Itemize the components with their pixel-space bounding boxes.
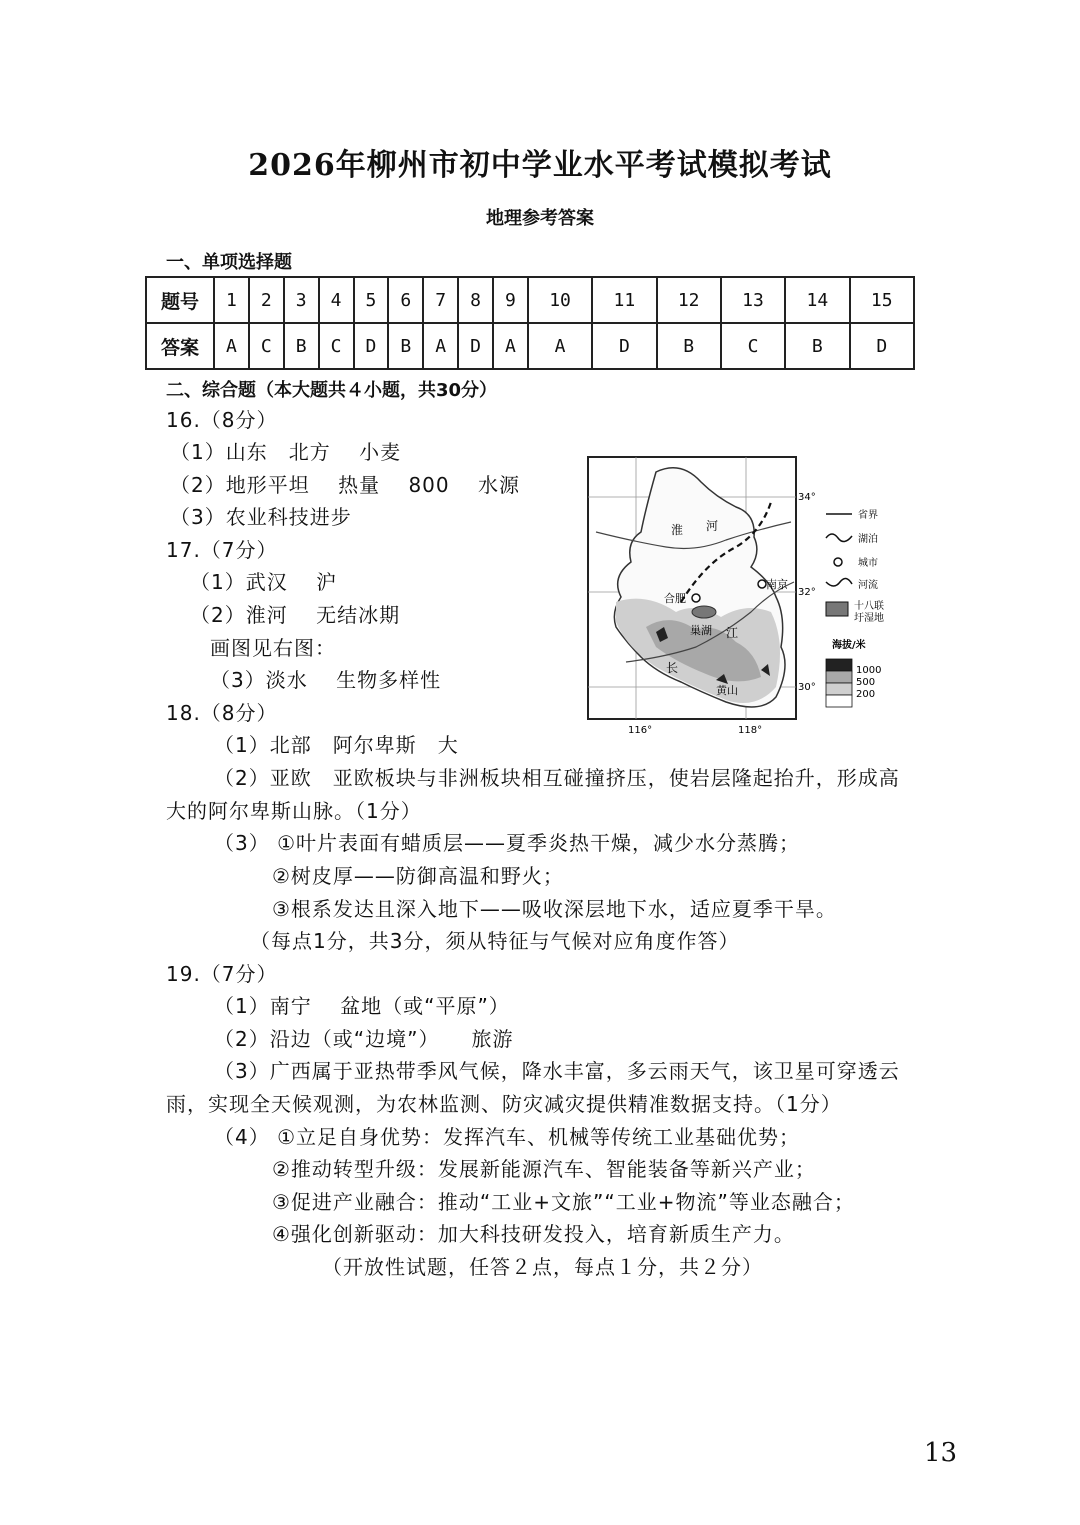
question-number: 9 (493, 277, 528, 323)
answer-cell: C (249, 323, 284, 369)
q19-line: ④强化创新驱动：加大科技研发投入，培育新质生产力。 (272, 1222, 795, 1246)
question-number: 2 (249, 277, 284, 323)
q16-line: （1）山东 北方 小麦 (170, 440, 402, 464)
q18-line: ②树皮厚——防御高温和野火； (272, 864, 564, 888)
legend-border-label: 省界 (858, 510, 878, 521)
q19-line: ③促进产业融合：推动“工业+文旅”“工业+物流”等业态融合； (272, 1190, 855, 1214)
row-label-question: 题号 (146, 277, 214, 323)
answer-cell: C (721, 323, 785, 369)
lon-label: 116° (628, 725, 653, 736)
section2-heading: 二、综合题（本大题共４小题，共30分） (166, 380, 498, 401)
answer-cell: A (493, 323, 528, 369)
map-label-hefei: 合肥 (664, 592, 686, 605)
q18-heading: 18.（8分） (166, 701, 278, 725)
legend-city-symbol (834, 558, 842, 566)
answer-cell: B (785, 323, 849, 369)
map-label-chaohu: 巢湖 (690, 624, 712, 637)
q16-line: （2）地形平坦 热量 800 水源 (170, 473, 520, 497)
question-number: 5 (354, 277, 389, 323)
q17-line: 画图见右图： (210, 636, 336, 660)
legend-elevation-title: 海拔/米 (832, 640, 866, 651)
lon-label: 118° (738, 725, 763, 736)
lat-label: 30° (798, 682, 816, 693)
legend-lake-symbol (826, 534, 852, 542)
q17-line: （2）淮河 无结冰期 (190, 603, 401, 627)
q18-line: （2）亚欧 亚欧板块与非洲板块相互碰撞挤压，使岩层隆起抬升，形成高 (214, 766, 900, 790)
page-title: 2026年柳州市初中学业水平考试模拟考试 (248, 148, 832, 183)
legend-river-symbol (826, 578, 852, 586)
q19-line: ②推动转型升级：发展新能源汽车、智能装备等新兴产业； (272, 1157, 816, 1181)
q19-line: （1）南宁 盆地（或“平原”） (214, 994, 510, 1018)
question-number: 10 (528, 277, 592, 323)
map-label-he: 河 (706, 519, 719, 533)
question-number: 11 (592, 277, 656, 323)
map-label-chang: 长 (666, 661, 679, 675)
question-number: 14 (785, 277, 849, 323)
q19-line: （4） ①立足自身优势：发挥汽车、机械等传统工业基础优势； (214, 1125, 801, 1149)
chaohu-lake (692, 606, 716, 618)
q19-heading: 19.（7分） (166, 962, 278, 986)
answer-cell: A (528, 323, 592, 369)
lat-label: 32° (798, 587, 816, 598)
answer-row (146, 323, 914, 369)
legend-wetland-label: 圩湿地 (854, 613, 884, 624)
section1-heading: 一、单项选择题 (166, 252, 292, 273)
question-number: 13 (721, 277, 785, 323)
question-number: 1 (214, 277, 249, 323)
q19-note: （开放性试题，任答２点，每点１分，共２分） (322, 1255, 763, 1279)
answer-cell: B (284, 323, 319, 369)
answer-cell: C (319, 323, 354, 369)
legend-elev-value: 200 (856, 689, 876, 700)
answer-cell: B (388, 323, 423, 369)
legend-river-label: 河流 (858, 580, 878, 591)
legend-elev-value: 500 (856, 677, 876, 688)
question-number: 7 (423, 277, 458, 323)
question-number: 12 (657, 277, 721, 323)
answer-cell: A (214, 323, 249, 369)
legend-elev-500-swatch (826, 671, 852, 683)
hefei-city-marker (692, 594, 700, 602)
q18-line: （3） ①叶片表面有蜡质层——夏季炎热干燥，减少水分蒸腾； (214, 831, 801, 855)
answer-cell: B (657, 323, 721, 369)
q18-line: 大的阿尔卑斯山脉。（1分） (166, 799, 422, 823)
legend-elev-low-swatch (826, 695, 852, 707)
question-number: 8 (458, 277, 493, 323)
map-label-huangshan: 黄山 (716, 684, 738, 697)
q16-line: （3）农业科技进步 (170, 505, 352, 529)
lat-label: 34° (798, 492, 816, 503)
q17-line: （3）淡水 生物多样性 (210, 668, 442, 692)
answer-cell: A (423, 323, 458, 369)
nanjing-city-marker (758, 580, 766, 588)
answer-cell: D (458, 323, 493, 369)
map-label-nanjing: 南京 (766, 578, 788, 591)
q17-heading: 17.（7分） (166, 538, 278, 562)
anhui-map-figure (586, 452, 906, 742)
q19-line: （2）沿边（或“边境”） 旅游 (214, 1027, 514, 1051)
question-number-row (146, 277, 914, 323)
legend-wetland-label: 十八联 (854, 601, 884, 612)
legend-lake-label: 湖泊 (858, 534, 878, 545)
question-number: 6 (388, 277, 423, 323)
question-number: 4 (319, 277, 354, 323)
legend-elev-1000-swatch (826, 659, 852, 671)
page-subtitle: 地理参考答案 (486, 208, 594, 229)
q18-note: （每点1分，共3分，须从特征与气候对应角度作答） (250, 929, 740, 953)
q19-line: 雨，实现全天候观测，为农林监测、防灾减灾提供精准数据支持。（1分） (166, 1092, 842, 1116)
question-number: 3 (284, 277, 319, 323)
map-label-jiang: 江 (726, 626, 739, 640)
question-number: 15 (850, 277, 914, 323)
legend-elev-value: 1000 (856, 665, 882, 676)
q18-line: ③根系发达且深入地下——吸收深层地下水，适应夏季干旱。 (272, 897, 837, 921)
map-label-huai: 淮 (671, 523, 684, 537)
answer-cell: D (850, 323, 914, 369)
legend-wetland-symbol (826, 602, 848, 616)
answer-cell: D (354, 323, 389, 369)
answer-cell: D (592, 323, 656, 369)
answer-table (145, 276, 915, 370)
page-number: 13 (924, 1438, 958, 1468)
q18-line: （1）北部 阿尔卑斯 大 (214, 733, 459, 757)
q19-line: （3）广西属于亚热带季风气候，降水丰富，多云雨天气，该卫星可穿透云 (214, 1059, 900, 1083)
row-label-answer: 答案 (146, 323, 214, 369)
legend-elev-200-swatch (826, 683, 852, 695)
legend-city-label: 城市 (858, 558, 878, 569)
q17-line: （1）武汉 沪 (190, 570, 338, 594)
q16-heading: 16.（8分） (166, 408, 278, 432)
